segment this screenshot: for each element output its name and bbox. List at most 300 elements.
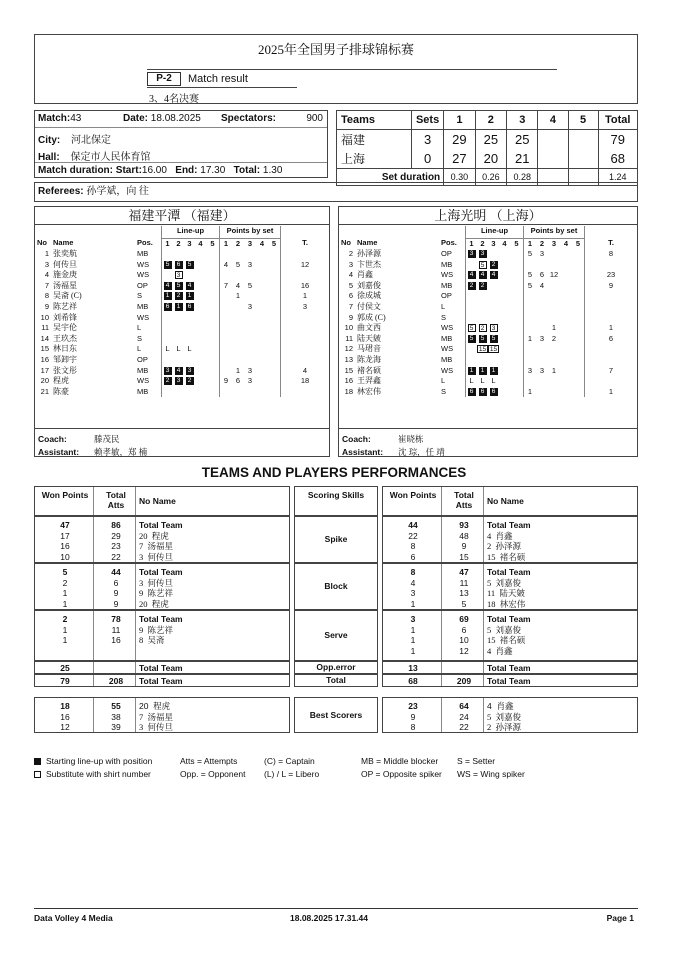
lineup-cell <box>488 334 499 345</box>
lineup-cell <box>173 323 184 334</box>
lineup-cell <box>488 366 499 377</box>
roster-subheader-row <box>341 238 637 249</box>
lineup-cell <box>510 270 524 281</box>
referees-names: 孙学斌，向 往 <box>86 186 149 197</box>
total-atts: 9 <box>113 588 119 598</box>
total-atts: 5 <box>461 598 467 609</box>
lineup-cell <box>184 270 195 281</box>
player-no: 4 <box>348 270 353 280</box>
city-label: City: <box>38 135 61 146</box>
coach-name: 滕茂民 <box>94 434 120 444</box>
starting-position: 5 <box>186 261 194 269</box>
match-date: 18.08.2025 <box>150 113 201 124</box>
sets-team-row <box>337 130 638 150</box>
coach-label: Coach: <box>342 434 371 444</box>
won-points: 6 <box>410 551 416 562</box>
player-label: 2 孙泽源 <box>487 541 522 551</box>
player-pos: L <box>441 376 446 386</box>
lineup-cell <box>510 334 524 345</box>
points-set-num: 4 <box>259 238 265 248</box>
total-atts: 29 <box>111 530 121 541</box>
set-points: 3 <box>524 366 537 377</box>
set-points <box>232 323 244 334</box>
sets-header-row <box>337 111 638 130</box>
player-label: Total Team <box>487 663 531 673</box>
legend-item <box>457 755 495 768</box>
spectators-value: 900 <box>306 113 323 124</box>
t-header: T. <box>585 238 638 249</box>
lineup-cell <box>477 344 488 355</box>
player-total <box>281 270 330 281</box>
perf-row <box>383 701 637 711</box>
referees-label: Referees: <box>38 186 84 197</box>
set-points <box>548 249 560 260</box>
legend-text: Starting line-up with position <box>46 756 153 766</box>
perf-row <box>35 578 289 588</box>
spectators-label: Spectators: <box>221 113 277 124</box>
lineup-cell <box>195 281 206 292</box>
set-points <box>244 344 256 355</box>
won-points: 4 <box>410 577 416 588</box>
player-row <box>341 249 637 260</box>
won-points-header: Won Points <box>41 490 89 500</box>
roster-header-row <box>37 226 329 238</box>
points-set-num: 2 <box>539 238 545 248</box>
set-points <box>244 334 256 345</box>
set-points <box>220 270 233 281</box>
set-points <box>268 355 281 366</box>
lineup-cell <box>510 376 524 387</box>
lineup-cell <box>477 376 488 387</box>
lineup-cell <box>466 260 478 271</box>
points-header: Points by set <box>220 226 281 238</box>
set-points <box>268 249 281 260</box>
starting-position: 3 <box>164 367 172 375</box>
lineup-cell <box>488 355 499 366</box>
set-points: 3 <box>247 365 253 375</box>
player-name: 徐成城 <box>357 291 381 301</box>
lineup-cell <box>466 334 478 345</box>
total-atts: 47 <box>459 567 469 577</box>
lineup-set-num: 4 <box>198 238 203 248</box>
starting-square-icon <box>34 758 41 765</box>
lineup-cell <box>162 355 174 366</box>
lineup-cell <box>466 291 478 302</box>
won-points: 16 <box>60 711 70 722</box>
starting-position: 4 <box>164 282 172 290</box>
match-label: Match: <box>38 113 71 124</box>
no-header: No <box>37 238 47 248</box>
substitute-number: 15 <box>489 346 498 354</box>
set-points <box>536 376 548 387</box>
player-no: 11 <box>41 323 49 333</box>
set-points <box>220 291 233 302</box>
player-name: 王羿鑫 <box>357 376 381 386</box>
player-pos: MB <box>441 333 453 343</box>
start-value: 16.00 <box>141 165 167 176</box>
set-points <box>244 291 256 302</box>
lineup-cell <box>499 344 510 355</box>
points-set-num: 1 <box>524 238 537 249</box>
set-points <box>220 249 233 260</box>
set-points <box>548 355 560 366</box>
player-name: 程虎 <box>53 376 69 386</box>
total-atts: 9 <box>113 598 119 609</box>
set-points: 5 <box>524 249 537 260</box>
total-atts: 209 <box>456 676 472 686</box>
set-points <box>268 334 281 345</box>
player-total: 8 <box>585 249 638 260</box>
starting-position: 3 <box>175 377 183 385</box>
starting-position: 2 <box>164 377 172 385</box>
total-duration: 1.24 <box>598 169 637 186</box>
assistant-label: Assistant: <box>38 447 80 457</box>
lineup-cell <box>206 270 220 281</box>
player-label: 5 刘嘉俊 <box>487 577 522 588</box>
total-atts: 10 <box>459 635 469 645</box>
won-points: 1 <box>410 598 416 609</box>
player-label: 3 何传旦 <box>139 722 174 732</box>
player-row <box>37 281 329 292</box>
set-points <box>232 344 244 355</box>
set-points <box>572 260 585 271</box>
spectators-line <box>221 113 276 124</box>
player-name: 邹卸宇 <box>53 355 77 365</box>
set-points: 3 <box>539 333 545 343</box>
player-label: 7 汤福星 <box>139 711 174 722</box>
match-line <box>38 113 81 124</box>
won-points: 1 <box>62 598 68 609</box>
player-total <box>281 323 330 334</box>
lineup-libero: L <box>480 376 485 386</box>
set-points: 3 <box>247 376 253 386</box>
set-points: 3 <box>539 249 545 259</box>
player-total <box>281 313 330 324</box>
lineup-cell <box>195 334 206 345</box>
lineup-cell <box>466 270 478 281</box>
won-points: 23 <box>408 701 418 711</box>
total-atts: 23 <box>111 541 121 551</box>
player-no: 16 <box>40 355 49 365</box>
total-atts: 9 <box>461 541 467 551</box>
player-pos: MB <box>441 355 453 365</box>
total-atts: 24 <box>459 711 469 722</box>
lineup-cell <box>184 323 195 334</box>
lineup-cell <box>488 249 499 260</box>
lineup-cell <box>206 366 220 377</box>
lineup-cell <box>510 302 524 313</box>
set-points <box>244 249 256 260</box>
lineup-cell <box>466 355 478 366</box>
player-row <box>341 270 637 281</box>
player-total <box>585 355 638 366</box>
lineup-cell <box>477 355 488 366</box>
legend-item <box>34 755 152 768</box>
set-points <box>268 323 281 334</box>
lineup-cell <box>195 355 206 366</box>
player-name: 林日东 <box>53 344 77 354</box>
starting-position: 4 <box>186 282 194 290</box>
lineup-cell <box>488 387 499 398</box>
sets-header-cell: 1 <box>444 111 475 130</box>
player-no: 13 <box>344 355 353 365</box>
no-header: No <box>341 238 351 248</box>
player-row <box>341 291 637 302</box>
player-row <box>341 376 637 387</box>
perf-row <box>383 552 637 562</box>
legend-item <box>264 768 319 781</box>
lineup-cell <box>510 344 524 355</box>
end-value: 17.30 <box>200 165 226 176</box>
perf-block <box>382 661 638 674</box>
sets-header-cell: Sets <box>412 111 444 130</box>
lineup-cell <box>477 313 488 324</box>
set-points <box>572 291 585 302</box>
player-label: 5 刘嘉俊 <box>487 624 522 635</box>
sets-table <box>336 110 638 186</box>
lineup-cell <box>499 376 510 387</box>
perf-row <box>35 552 289 562</box>
player-no: 12 <box>344 344 353 354</box>
total-label: Total: <box>233 165 261 176</box>
team-b-roster <box>338 206 638 457</box>
lineup-cell <box>206 323 220 334</box>
player-label: 3 何传旦 <box>139 577 174 588</box>
lineup-cell <box>162 323 174 334</box>
perf-row <box>383 722 637 732</box>
set-points <box>232 355 244 366</box>
set-points <box>232 334 244 345</box>
player-label: 8 吴斋 <box>139 635 165 645</box>
player-pos: WS <box>137 312 150 322</box>
assistant-label: Assistant: <box>342 447 384 457</box>
player-row <box>341 387 637 398</box>
set-points <box>256 355 268 366</box>
legend <box>34 755 638 783</box>
player-row <box>341 323 637 334</box>
player-total <box>585 313 638 324</box>
set-score: 25 <box>507 130 538 150</box>
player-row <box>37 387 329 398</box>
total-atts: 93 <box>459 520 469 530</box>
starting-position: 5 <box>479 335 487 343</box>
player-row <box>341 334 637 345</box>
player-pos: L <box>137 344 142 354</box>
assistant-line <box>342 446 445 458</box>
won-points: 10 <box>60 551 70 562</box>
perf-row <box>383 520 637 530</box>
player-label: Total Team <box>139 676 183 686</box>
set-duration: 0.30 <box>444 169 475 186</box>
lineup-cell <box>499 366 510 377</box>
perf-row <box>35 531 289 541</box>
lineup-cell <box>173 334 184 345</box>
skill-name: Serve <box>324 630 348 640</box>
starting-position: 3 <box>468 250 476 258</box>
legend-text: OP = Opposite spiker <box>361 769 442 779</box>
player-label: 4 肖鑫 <box>487 701 514 711</box>
lineup-cell <box>184 302 195 313</box>
player-row <box>37 270 329 281</box>
pos-header: Pos. <box>137 238 153 248</box>
set-points <box>536 291 548 302</box>
points-header: Points by set <box>524 226 585 238</box>
set-points <box>572 366 585 377</box>
player-pos: WS <box>137 270 150 280</box>
player-name: 陈龙海 <box>357 355 381 365</box>
set-points <box>548 376 560 387</box>
points-set-num: 1 <box>220 238 233 249</box>
player-label: Total Team <box>487 676 531 686</box>
player-name: 孙泽源 <box>357 249 381 259</box>
legend-item <box>180 768 245 781</box>
set-points <box>244 323 256 334</box>
won-points: 68 <box>408 676 418 686</box>
player-row <box>37 355 329 366</box>
total-atts: 11 <box>459 577 469 588</box>
legend-item <box>361 755 438 768</box>
lineup-cell <box>173 366 184 377</box>
set-points <box>536 313 548 324</box>
set-points <box>220 355 233 366</box>
set-points <box>256 270 268 281</box>
won-points: 18 <box>60 701 70 711</box>
set-points <box>560 302 572 313</box>
player-name: 张奕航 <box>53 249 77 259</box>
won-points: 1 <box>62 624 68 635</box>
skill-name: Best Scorers <box>309 710 363 720</box>
player-name: 王玖杰 <box>53 333 77 343</box>
lineup-set-num: 2 <box>480 238 485 248</box>
set-points: 1 <box>235 291 241 301</box>
lineup-cell <box>195 291 206 302</box>
match-no: 43 <box>70 113 82 124</box>
set-points <box>220 334 233 345</box>
won-points: 1 <box>410 624 416 635</box>
assistant-line <box>38 446 147 458</box>
set-points <box>560 281 572 292</box>
set-points: 6 <box>235 376 241 386</box>
set-points <box>572 281 585 292</box>
lineup-cell <box>162 334 174 345</box>
lineup-cell <box>195 344 206 355</box>
lineup-cell <box>195 260 206 271</box>
set-score: 20 <box>475 149 506 169</box>
player-total: 18 <box>281 376 330 387</box>
player-row <box>37 260 329 271</box>
player-label: 20 程虎 <box>139 530 169 541</box>
player-no: 16 <box>344 376 353 386</box>
lineup-cell <box>206 302 220 313</box>
legend-text: S = Setter <box>457 756 496 766</box>
perf-row <box>35 722 289 732</box>
divider <box>35 162 327 163</box>
player-pos: MB <box>137 386 149 396</box>
perf-row <box>35 541 289 551</box>
set-points <box>560 355 572 366</box>
set-points <box>548 344 560 355</box>
set-points <box>536 260 548 271</box>
legend-text: Opp. = Opponent <box>180 769 246 779</box>
lineup-cell <box>477 270 488 281</box>
player-pos: WS <box>441 365 454 375</box>
set-points <box>560 376 572 387</box>
skill-cell <box>294 661 378 674</box>
lineup-cell <box>499 334 510 345</box>
lineup-set-num: 2 <box>176 238 181 248</box>
player-no: 3 <box>348 259 353 269</box>
lineup-cell <box>206 355 220 366</box>
set-score: 27 <box>444 149 475 169</box>
player-total: 1 <box>585 387 638 398</box>
lineup-cell <box>173 387 184 398</box>
set-points <box>220 302 233 313</box>
won-points: 47 <box>60 520 70 530</box>
player-row <box>341 344 637 355</box>
perf-row <box>383 541 637 551</box>
player-label: Total Team <box>139 614 183 624</box>
city-line <box>38 131 111 146</box>
skills-header <box>294 486 378 516</box>
set-score: 3 <box>412 130 444 150</box>
set-points <box>524 302 537 313</box>
starting-position: 4 <box>479 271 487 279</box>
lineup-cell <box>477 387 488 398</box>
player-label: 9 陈艺祥 <box>139 624 174 635</box>
lineup-cell <box>206 260 220 271</box>
set-points: 9 <box>220 376 233 387</box>
starting-position: 5 <box>468 335 476 343</box>
lineup-libero: L <box>187 344 192 354</box>
player-name: 卞世杰 <box>357 259 381 269</box>
legend-item <box>457 768 525 781</box>
lineup-cell <box>510 323 524 334</box>
perf-row <box>35 588 289 598</box>
player-name: 马珺音 <box>357 344 381 354</box>
set-points <box>572 323 585 334</box>
lineup-cell <box>206 313 220 324</box>
player-label: 11 陆天皴 <box>487 588 525 598</box>
player-pos: MB <box>137 249 149 259</box>
player-pos: WS <box>441 270 454 280</box>
player-name: 陆天皴 <box>357 333 381 343</box>
starting-position: 2 <box>479 282 487 290</box>
total-value: 1.30 <box>262 165 283 176</box>
won-points: 79 <box>60 676 70 686</box>
substitute-number: 5 <box>468 324 476 332</box>
player-name: 肖鑫 <box>357 270 373 280</box>
lineup-cell <box>510 291 524 302</box>
skills-header-label: Scoring Skills <box>307 490 365 500</box>
right-perf-header <box>382 486 638 516</box>
lineup-cell <box>499 249 510 260</box>
performance-section <box>34 486 638 742</box>
player-label: 15 褚名硕 <box>487 551 526 562</box>
won-points: 3 <box>410 588 416 598</box>
set-points <box>256 313 268 324</box>
player-label: Total Team <box>487 520 531 530</box>
total-atts: 16 <box>111 635 121 645</box>
set-points <box>220 366 233 377</box>
set-points <box>256 291 268 302</box>
player-total: 9 <box>585 281 638 292</box>
sets-header-cell: Teams <box>337 111 412 130</box>
legend-text: (C) = Captain <box>264 756 315 766</box>
starting-position: 3 <box>479 250 487 258</box>
skill-cell <box>294 516 378 563</box>
lineup-cell <box>206 376 220 387</box>
lineup-cell <box>499 323 510 334</box>
